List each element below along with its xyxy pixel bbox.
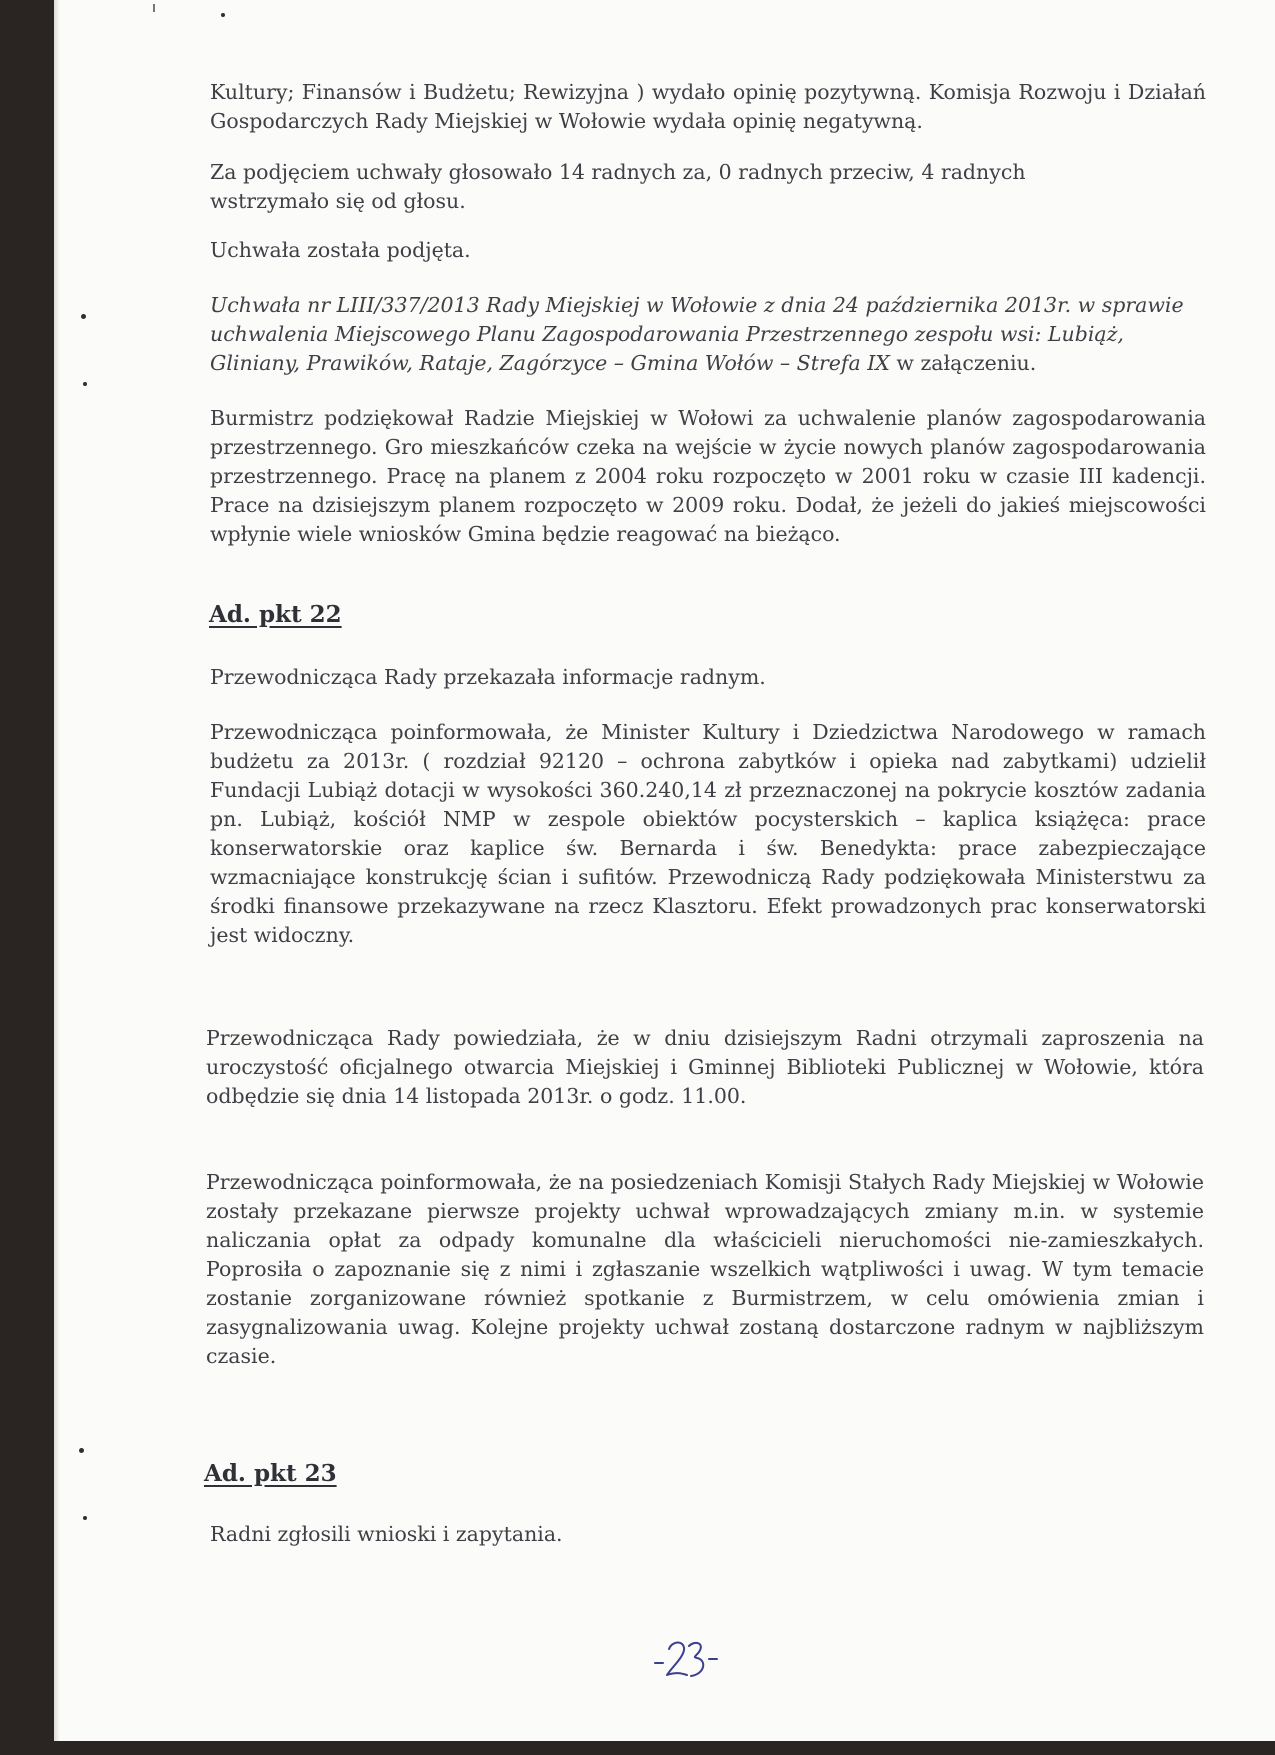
punch-mark <box>81 314 86 319</box>
paragraph-resolution-adopted: Uchwała została podjęta. <box>210 238 471 262</box>
resolution-title-tail: w załączeniu. <box>889 351 1037 375</box>
paragraph-library-invitation: Przewodnicząca Rady powiedziała, że w dniu dzisiejszym Radni otrzymali zaproszenia na uroczystość oficjalnego otwarcia Miejskiej i Gminnej Biblioteki Publicznej w Wołowie, która odbędzie się dnia 14 listopada 2013r. o godz. 11.00. <box>206 1026 1204 1108</box>
resolution-title-italic: Uchwała nr LIII/337/2013 Rady Miejskiej w Wołowie z dnia 24 października 2013r. w sprawie uchwalenia Miejscowego Planu Zagospodarowania Przestrzennego zespołu wsi: Lubiąż, Gliniany, Prawików, Rataje, Zagórzyce – Gmina Wołów – Strefa IX <box>210 293 1184 375</box>
paragraph-chair-information: Przewodnicząca Rady przekazała informacje radnym. <box>210 665 766 689</box>
punch-mark <box>83 1516 87 1520</box>
paragraph-vote-result: Za podjęciem uchwały głosowało 14 radnych za, 0 radnych przeciw, 4 radnych wstrzymało się od głosu. <box>210 160 1026 213</box>
page-edge-shadow <box>54 0 60 1741</box>
punch-mark <box>79 1448 84 1453</box>
paragraph-ministry-grant: Przewodnicząca poinformowała, że Minister Kultury i Dziedzictwa Narodowego w ramach budżetu za 2013r. ( rozdział 92120 – ochrona zabytków i opieka nad zabytkami) udzielił Fundacji Lubiąż dotacji w wysokości 360.240,14 zł przeznaczonej na pokrycie kosztów zadania pn. Lubiąż, kościół NMP w zespole obiektów pocysterskich – kaplica książęca: prace konserwatorskie oraz kaplice św. Bernarda i św. Benedykta: prace zabezpieczające wzmacniające konstrukcję ścian i sufitów. Przewodniczą Rady podziękowała Ministerstwu za środki finansowe przekazywane na rzecz Klasztoru. Efekt prowadzonych prac konserwatorski jest widoczny. <box>210 720 1206 947</box>
paragraph-commissions-opinion: Kultury; Finansów i Budżetu; Rewizyjna ) wydało opinię pozytywną. Komisja Rozwoju i Działań Gospodarczych Rady Miejskiej w Wołowie wydała opinię negatywną. <box>210 80 1206 133</box>
scanned-page <box>54 0 1275 1741</box>
handwritten-page-number <box>639 1632 779 1682</box>
punch-mark <box>83 382 87 386</box>
scan-mark <box>153 4 155 12</box>
paragraph-mayor-thanks: Burmistrz podziękował Radzie Miejskiej w Wołowi za uchwalenie planów zagospodarowania przestrzennego. Gro mieszkańców czeka na wejście w życie nowych planów zagospodarowania przestrzennego. Pracę na planem z 2004 roku rozpoczęto w 2001 roku w czasie III kadencji. Prace na dzisiejszym planem rozpoczęto w 2009 roku. Dodał, że jeżeli do jakieś miejscowości wpłynie wiele wniosków Gmina będzie reagować na bieżąco. <box>210 406 1206 546</box>
paragraph-resolution-title <box>210 291 1206 378</box>
scan-mark <box>221 13 225 17</box>
heading-item-22: Ad. pkt 22 <box>209 601 342 628</box>
paragraph-draft-resolutions: Przewodnicząca poinformowała, że na posiedzeniach Komisji Stałych Rady Miejskiej w Wołowie zostały przekazane pierwsze projekty uchwał wprowadzających zmiany m.in. w systemie naliczania opłat za odpady komunalne dla właścicieli nieruchomości nie-zamieszkałych. Poprosiła o zapoznanie się z nimi i zgłaszanie wszelkich wątpliwości i uwag. W tym temacie zostanie zorganizowane również spotkanie z Burmistrzem, w celu omówienia zmian i zasygnalizowania uwag. Kolejne projekty uchwał zostaną dostarczone radnym w najbliższym czasie. <box>206 1170 1204 1368</box>
paragraph-motions: Radni zgłosili wnioski i zapytania. <box>210 1522 563 1546</box>
heading-item-23: Ad. pkt 23 <box>204 1460 337 1487</box>
